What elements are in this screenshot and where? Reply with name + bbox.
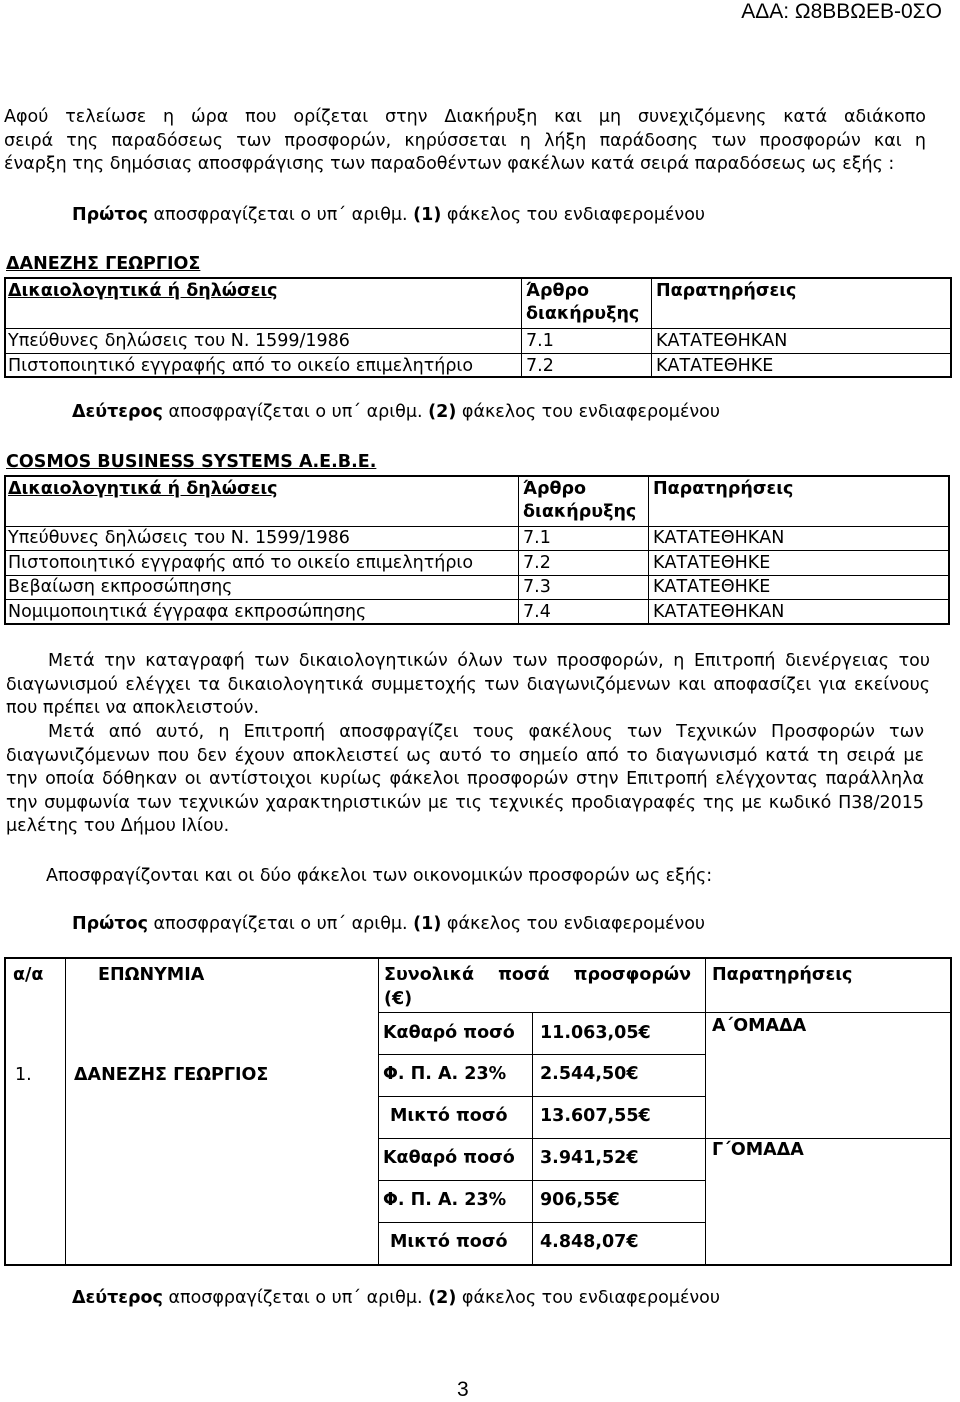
header-totals-unit: (€) <box>384 989 413 1009</box>
bidder1-name: ΔΑΝΕΖΗΣ ΓΕΩΡΓΙΟΣ <box>6 254 201 274</box>
header-docs: Δικαιολογητικά ή δηλώσεις <box>8 479 278 499</box>
table-cell-doc: Νομιμοποιητικά έγγραφα εκπροσώπησης <box>8 602 367 622</box>
offers-table <box>4 957 952 1266</box>
opening-tail: φάκελος του ενδιαφερομένου <box>456 1288 721 1308</box>
paragraph-line: διαγωνιζόμενων που δεν έχουν αποκλειστεί ως αυτό το σημείο από το διαγωνισμό κατά τη σειρά με <box>6 745 924 766</box>
amount-label: Μικτό ποσό <box>390 1106 508 1126</box>
table-cell-article: 7.1 <box>523 528 551 548</box>
ordinal: Δεύτερος <box>72 1288 163 1308</box>
third-opening-line <box>72 914 705 934</box>
table-cell-article: 7.4 <box>523 602 551 622</box>
header-article: Άρθρο <box>526 281 590 301</box>
table-cell-remark: ΚΑΤΑΤΕΘΗΚΑΝ <box>653 528 785 548</box>
intro-line: έναρξη της δημόσιας αποσφράγισης των παραδοθέντων φακέλων κατά σειρά παραδόσεως ως εξής : <box>4 154 895 174</box>
table-cell-remark: ΚΑΤΑΤΕΘΗΚΑΝ <box>653 602 785 622</box>
ordinal: Πρώτος <box>72 205 148 225</box>
envelope-number: (1) <box>413 205 442 225</box>
table-cell-doc: Υπεύθυνες δηλώσεις του Ν. 1599/1986 <box>8 331 350 351</box>
amount-label: Μικτό ποσό <box>390 1232 508 1252</box>
amount-value: 2.544,50€ <box>540 1064 639 1084</box>
table-cell-remark: ΚΑΤΑΤΕΘΗΚΕ <box>653 553 771 573</box>
header-remarks: Παρατηρήσεις <box>656 281 797 301</box>
opening-text: αποσφραγίζεται ο υπ΄ αριθμ. <box>147 914 414 934</box>
amount-value: 3.941,52€ <box>540 1148 639 1168</box>
table-cell-doc: Βεβαίωση εκπροσώπησης <box>8 577 233 597</box>
euro-symbol: € <box>638 1023 651 1043</box>
opening-tail: φάκελος του ενδιαφερομένου <box>456 402 721 422</box>
amount-label: Καθαρό ποσό <box>383 1023 515 1043</box>
euro-symbol: € <box>626 1064 639 1084</box>
table-cell-doc: Πιστοποιητικό εγγραφής από το οικείο επιμελητήριο <box>8 553 474 573</box>
euro-symbol: € <box>638 1106 651 1126</box>
fourth-opening-line <box>72 1288 720 1308</box>
table-cell-remark: ΚΑΤΑΤΕΘΗΚΕ <box>656 356 774 376</box>
bidder2-name: COSMOS BUSINESS SYSTEMS Α.Ε.Β.Ε. <box>6 452 377 472</box>
amount-label: Φ. Π. Α. 23% <box>383 1064 507 1084</box>
table-cell-doc: Πιστοποιητικό εγγραφής από το οικείο επιμελητήριο <box>8 356 474 376</box>
table-cell-remark: ΚΑΤΑΤΕΘΗΚΑΝ <box>656 331 788 351</box>
offer-name: ΔΑΝΕΖΗΣ ΓΕΩΡΓΙΟΣ <box>74 1065 269 1085</box>
page-number: 3 <box>457 1378 469 1401</box>
header-article: διακήρυξης <box>523 502 637 522</box>
header-remarks: Παρατηρήσεις <box>653 479 794 499</box>
table-cell-doc: Υπεύθυνες δηλώσεις του Ν. 1599/1986 <box>8 528 350 548</box>
first-opening-line <box>72 205 705 225</box>
paragraph-line: μελέτης του Δήμου Ιλίου. <box>6 816 230 836</box>
envelope-number: (2) <box>428 1288 457 1308</box>
group-a-label: Α΄ΟΜΑΔΑ <box>712 1016 807 1036</box>
table-cell-article: 7.2 <box>526 356 554 376</box>
intro-paragraph <box>4 106 926 177</box>
amount-label: Φ. Π. Α. 23% <box>383 1190 507 1210</box>
amount-label: Καθαρό ποσό <box>383 1148 515 1168</box>
ordinal: Πρώτος <box>72 914 148 934</box>
paragraph-line: Μετά από αυτό, η Επιτροπή αποσφραγίζει τους φακέλους των Τεχνικών Προσφορών των <box>48 722 924 742</box>
intro-line: σειρά της παραδόσεως των προσφορών, κηρύσσεται η λήξη παράδοσης των προσφορών και η <box>4 130 926 151</box>
financial-intro: Αποσφραγίζονται και οι δύο φάκελοι των οικονομικών προσφορών ως εξής: <box>46 866 713 886</box>
table-cell-article: 7.2 <box>523 553 551 573</box>
paragraph-line: διαγωνισμού ελέγχει τα δικαιολογητικά συμμετοχής των διαγωνιζόμενων και αποφασίζει για εκείνους <box>6 674 930 695</box>
header-article: διακήρυξης <box>526 304 640 324</box>
euro-symbol: € <box>626 1148 639 1168</box>
amount-value: 4.848,07€ <box>540 1232 639 1252</box>
paragraph-line: την συμφωνία των τεχνικών χαρακτηριστικών με τις τεχνικές προδιαγραφές της με κωδικό Π38/2015 <box>6 792 924 813</box>
evaluation-paragraph <box>6 650 930 721</box>
second-opening-line <box>72 402 720 422</box>
amount-value: 906,55€ <box>540 1190 620 1210</box>
technical-paragraph <box>6 721 924 839</box>
ordinal: Δεύτερος <box>72 402 163 422</box>
opening-tail: φάκελος του ενδιαφερομένου <box>441 205 706 225</box>
ada-code: ΑΔΑ: Ω8ΒΒΩΕΒ-0ΣΟ <box>741 0 942 23</box>
paragraph-line: Μετά την καταγραφή των δικαιολογητικών όλων των προσφορών, η Επιτροπή διενέργειας του <box>48 651 930 671</box>
header-remarks: Παρατηρήσεις <box>712 965 853 985</box>
bidder2-docs-table <box>4 475 950 625</box>
euro-symbol: € <box>607 1190 620 1210</box>
opening-tail: φάκελος του ενδιαφερομένου <box>441 914 706 934</box>
header-docs: Δικαιολογητικά ή δηλώσεις <box>8 281 278 301</box>
opening-text: αποσφραγίζεται ο υπ΄ αριθμ. <box>162 402 429 422</box>
amount-value: 13.607,55€ <box>540 1106 651 1126</box>
opening-text: αποσφραγίζεται ο υπ΄ αριθμ. <box>147 205 414 225</box>
table-cell-remark: ΚΑΤΑΤΕΘΗΚΕ <box>653 577 771 597</box>
header-name: ΕΠΩΝΥΜΙΑ <box>98 965 205 985</box>
envelope-number: (1) <box>413 914 442 934</box>
offer-aa: 1. <box>15 1065 32 1085</box>
amount-value: 11.063,05€ <box>540 1023 651 1043</box>
paragraph-line: που πρέπει να αποκλειστούν. <box>6 698 260 718</box>
header-totals: Συνολικά ποσά προσφορών <box>384 965 691 985</box>
header-article: Άρθρο <box>523 479 587 499</box>
bidder1-docs-table <box>4 277 952 378</box>
opening-text: αποσφραγίζεται ο υπ΄ αριθμ. <box>162 1288 429 1308</box>
euro-symbol: € <box>626 1232 639 1252</box>
intro-line: Αφού τελείωσε η ώρα που ορίζεται στην Διακήρυξη και μη συνεχιζόμενης κατά αδιάκοπο <box>4 107 926 127</box>
header-aa: α/α <box>13 965 44 985</box>
group-c-label: Γ΄ΟΜΑΔΑ <box>712 1140 804 1160</box>
table-cell-article: 7.3 <box>523 577 551 597</box>
paragraph-line: την οποία δόθηκαν οι αντίστοιχοι κυρίως φάκελοι προσφορών στην Επιτροπή ελέγχοντας παράλληλα <box>6 769 924 789</box>
envelope-number: (2) <box>428 402 457 422</box>
table-cell-article: 7.1 <box>526 331 554 351</box>
